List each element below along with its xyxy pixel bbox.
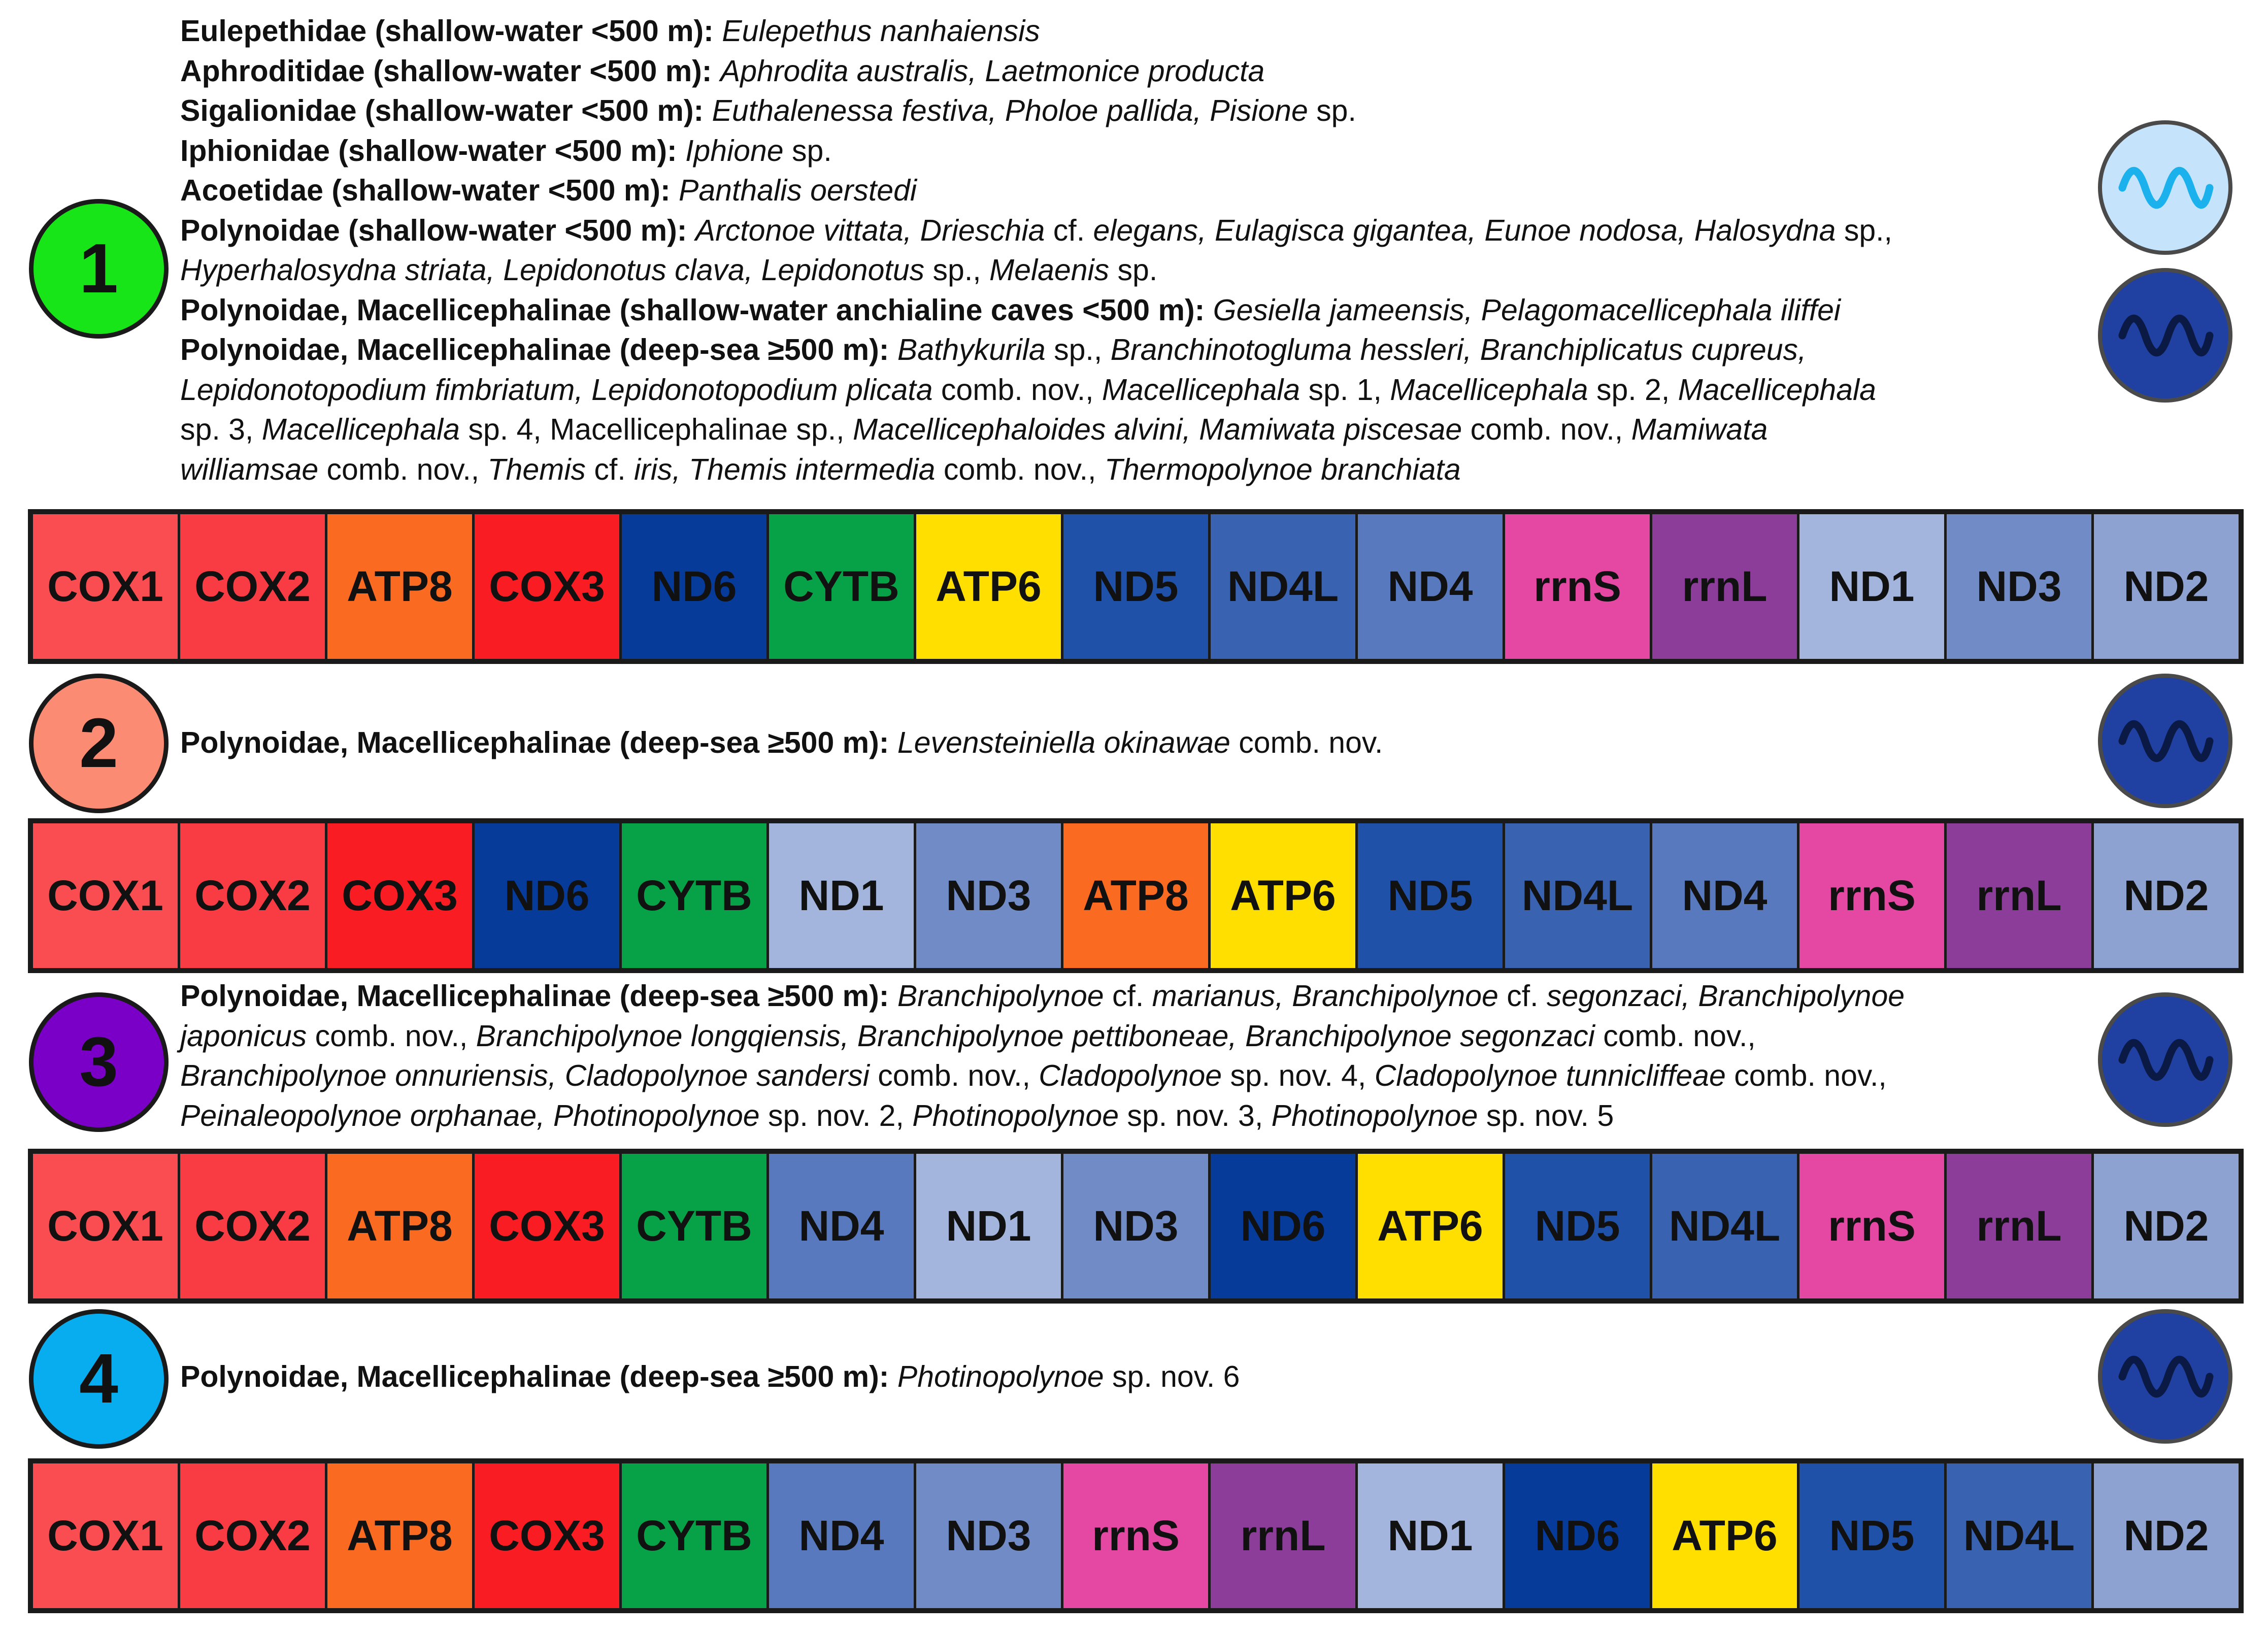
taxa-line bbox=[180, 171, 2089, 211]
species-name: japonicus bbox=[180, 1019, 307, 1053]
species-name: Cladopolynoe tunnicliffeae bbox=[1374, 1059, 1726, 1092]
species-name: Branchipolynoe onnuriensis, Cladopolynoe sandersi bbox=[180, 1059, 870, 1092]
family-label: Polynoidae, Macellicephalinae (shallow-water anchialine caves <500 m): bbox=[180, 293, 1213, 327]
taxa-line bbox=[180, 1096, 2089, 1136]
taxon-note: sp. 2, bbox=[1588, 373, 1678, 407]
taxa-line bbox=[180, 330, 2089, 370]
section-3-number-badge bbox=[29, 992, 169, 1132]
species-name: Macellicephala bbox=[261, 413, 460, 446]
section-1-taxa-list bbox=[180, 11, 2089, 489]
gene-rrns: rrnS bbox=[1063, 1463, 1211, 1608]
species-name: Aphrodita australis, Laetmonice producta bbox=[720, 54, 1265, 88]
species-name: Branchipolynoe bbox=[897, 979, 1104, 1013]
family-label: Sigalionidae (shallow-water <500 m): bbox=[180, 94, 712, 127]
taxa-line bbox=[180, 11, 2089, 51]
taxon-note: sp., bbox=[924, 253, 990, 287]
section-2-number-badge bbox=[29, 674, 169, 813]
species-name: Arctonoe vittata, Drieschia bbox=[695, 213, 1045, 247]
section-1-number: 1 bbox=[79, 229, 118, 308]
species-name: Macellicephala bbox=[1102, 373, 1300, 407]
taxon-note: sp. nov. 6 bbox=[1104, 1360, 1240, 1393]
taxon-note: sp. bbox=[1308, 94, 1356, 127]
section-1-number-badge bbox=[29, 199, 169, 339]
taxa-line bbox=[180, 1056, 2089, 1096]
family-label: Polynoidae, Macellicephalinae (deep-sea ≥500 m): bbox=[180, 1360, 897, 1393]
gene-nd6: ND6 bbox=[1211, 1154, 1358, 1298]
taxon-note: cf. bbox=[1104, 979, 1152, 1013]
family-label: Polynoidae, Macellicephalinae (deep-sea ≥500 m): bbox=[180, 979, 897, 1013]
taxon-note: sp., bbox=[1045, 333, 1111, 366]
gene-cox3: COX3 bbox=[475, 1463, 622, 1608]
gene-nd4: ND4 bbox=[769, 1154, 916, 1298]
deep-sea-wave-icon bbox=[2117, 716, 2214, 766]
gene-nd3: ND3 bbox=[916, 823, 1063, 968]
section-1-gene-order-bar bbox=[28, 509, 2244, 664]
taxon-note: sp. 1, bbox=[1300, 373, 1390, 407]
family-label: Polynoidae, Macellicephalinae (deep-sea ≥500 m): bbox=[180, 726, 897, 759]
gene-atp8: ATP8 bbox=[327, 1154, 475, 1298]
gene-nd1: ND1 bbox=[916, 1154, 1063, 1298]
family-label: Iphionidae (shallow-water <500 m): bbox=[180, 134, 686, 168]
section-4-number-badge bbox=[29, 1309, 169, 1449]
species-name: Panthalis oerstedi bbox=[679, 174, 917, 207]
section-3-taxa-list bbox=[180, 976, 2089, 1136]
section-4-number: 4 bbox=[79, 1340, 118, 1418]
taxon-note: comb. nov., bbox=[307, 1019, 476, 1053]
taxa-line bbox=[180, 211, 2089, 251]
taxon-note: comb. nov., bbox=[1594, 1019, 1756, 1053]
taxon-note: comb. nov., bbox=[318, 452, 488, 486]
gene-cytb: CYTB bbox=[622, 1154, 769, 1298]
gene-nd1: ND1 bbox=[769, 823, 916, 968]
species-name: marianus, Branchipolynoe bbox=[1152, 979, 1498, 1013]
taxon-note: sp. nov. 2, bbox=[759, 1098, 913, 1132]
gene-nd3: ND3 bbox=[1063, 1154, 1211, 1298]
species-name: Macellicephala bbox=[1678, 373, 1876, 407]
gene-rrnl: rrnL bbox=[1211, 1463, 1358, 1608]
gene-nd6: ND6 bbox=[475, 823, 622, 968]
species-name: Branchipolynoe longqiensis, Branchipolynoe pettiboneae, Branchipolynoe segonzaci bbox=[476, 1019, 1595, 1053]
gene-atp8: ATP8 bbox=[1063, 823, 1211, 968]
species-name: williamsae bbox=[180, 452, 319, 486]
species-name: Peinaleopolynoe orphanae, Photinopolynoe bbox=[180, 1098, 760, 1132]
gene-nd6: ND6 bbox=[622, 514, 769, 659]
taxon-note: sp. bbox=[783, 134, 832, 168]
gene-nd1: ND1 bbox=[1358, 1463, 1505, 1608]
gene-cox1: COX1 bbox=[33, 823, 180, 968]
family-label: Polynoidae, Macellicephalinae (deep-sea ≥500 m): bbox=[180, 333, 897, 366]
gene-nd4l: ND4L bbox=[1947, 1463, 2094, 1608]
deep-sea-wave-icon bbox=[2117, 1035, 2214, 1085]
species-name: Photinopolynoe bbox=[912, 1098, 1119, 1132]
gene-nd2: ND2 bbox=[2094, 823, 2239, 968]
species-name: Themis bbox=[487, 452, 586, 486]
section-4-deep-sea-wave-icon bbox=[2098, 1309, 2232, 1444]
species-name: Photinopolynoe bbox=[1271, 1098, 1478, 1132]
gene-nd4l: ND4L bbox=[1505, 823, 1652, 968]
taxa-line bbox=[180, 450, 2089, 490]
species-name: Bathykurila bbox=[897, 333, 1046, 366]
section-3-deep-sea-wave-icon bbox=[2098, 992, 2232, 1127]
section-3-gene-order-bar bbox=[28, 1149, 2244, 1304]
gene-cox2: COX2 bbox=[180, 1463, 327, 1608]
gene-rrns: rrnS bbox=[1799, 1154, 1947, 1298]
taxon-note: comb. nov. bbox=[1230, 726, 1383, 759]
species-name: Hyperhalosydna striata, Lepidonotus clava, Lepidonotus bbox=[180, 253, 925, 287]
gene-atp8: ATP8 bbox=[327, 514, 475, 659]
family-label: Aphroditidae (shallow-water <500 m): bbox=[180, 54, 720, 88]
taxon-note: sp. nov. 4, bbox=[1222, 1059, 1375, 1092]
taxa-line bbox=[180, 370, 2089, 410]
taxa-line bbox=[180, 131, 2089, 171]
gene-cox1: COX1 bbox=[33, 1154, 180, 1298]
gene-rrnl: rrnL bbox=[1947, 1154, 2094, 1298]
section-1-deep-sea-wave-icon bbox=[2098, 268, 2232, 403]
gene-nd4: ND4 bbox=[769, 1463, 916, 1608]
taxa-line bbox=[180, 51, 2089, 91]
shallow-water-wave-icon bbox=[2117, 162, 2214, 213]
gene-cox1: COX1 bbox=[33, 514, 180, 659]
section-2-gene-order-bar bbox=[28, 818, 2244, 973]
gene-atp6: ATP6 bbox=[1358, 1154, 1505, 1298]
gene-cox2: COX2 bbox=[180, 514, 327, 659]
species-name: Thermopolynoe branchiata bbox=[1104, 452, 1461, 486]
taxa-line bbox=[180, 290, 2089, 330]
taxa-line bbox=[180, 250, 2089, 290]
taxon-note: comb. nov., bbox=[932, 373, 1102, 407]
taxon-note: cf. bbox=[1498, 979, 1547, 1013]
gene-nd4: ND4 bbox=[1358, 514, 1505, 659]
gene-nd4l: ND4L bbox=[1211, 514, 1358, 659]
taxon-note: comb. nov., bbox=[1725, 1059, 1887, 1092]
species-name: Mamiwata bbox=[1631, 413, 1768, 446]
gene-nd4l: ND4L bbox=[1652, 1154, 1799, 1298]
gene-nd2: ND2 bbox=[2094, 1154, 2239, 1298]
taxon-note: sp. nov. 3, bbox=[1119, 1098, 1272, 1132]
species-name: Branchinotogluma hessleri, Branchiplicatus cupreus, bbox=[1110, 333, 1807, 366]
section-3-number: 3 bbox=[79, 1023, 118, 1101]
gene-nd4: ND4 bbox=[1652, 823, 1799, 968]
deep-sea-wave-icon bbox=[2117, 310, 2214, 361]
taxon-note: sp. bbox=[1109, 253, 1158, 287]
species-name: Macellicephaloides alvini, Mamiwata piscesae bbox=[852, 413, 1462, 446]
taxa-line bbox=[180, 91, 2089, 131]
gene-nd5: ND5 bbox=[1505, 1154, 1652, 1298]
gene-cox2: COX2 bbox=[180, 1154, 327, 1298]
species-name: Levensteiniella okinawae bbox=[897, 726, 1230, 759]
section-2-taxa-list bbox=[180, 723, 2089, 763]
gene-rrnl: rrnL bbox=[1652, 514, 1799, 659]
gene-nd3: ND3 bbox=[1947, 514, 2094, 659]
gene-cox1: COX1 bbox=[33, 1463, 180, 1608]
taxon-note: sp. nov. 5 bbox=[1478, 1098, 1614, 1132]
taxon-note: comb. nov., bbox=[1462, 413, 1631, 446]
species-name: Iphione bbox=[685, 134, 784, 168]
gene-cox3: COX3 bbox=[475, 1154, 622, 1298]
species-name: Lepidonotopodium fimbriatum, Lepidonotopodium plicata bbox=[180, 373, 933, 407]
species-name: Photinopolynoe bbox=[897, 1360, 1104, 1393]
species-name: Cladopolynoe bbox=[1039, 1059, 1222, 1092]
gene-nd5: ND5 bbox=[1063, 514, 1211, 659]
taxon-note: cf. bbox=[1045, 213, 1093, 247]
taxon-note: sp., bbox=[1836, 213, 1892, 247]
gene-cytb: CYTB bbox=[769, 514, 916, 659]
species-name: iris, Themis intermedia bbox=[634, 452, 936, 486]
section-1-shallow-water-wave-icon bbox=[2098, 120, 2232, 255]
taxa-line bbox=[180, 1016, 2089, 1056]
taxon-note: cf. bbox=[585, 452, 635, 486]
gene-nd2: ND2 bbox=[2094, 1463, 2239, 1608]
taxon-note: sp. 4, Macellicephalinae sp., bbox=[459, 413, 853, 446]
gene-rrnl: rrnL bbox=[1947, 823, 2094, 968]
gene-atp6: ATP6 bbox=[1211, 823, 1358, 968]
deep-sea-wave-icon bbox=[2117, 1351, 2214, 1402]
taxa-line bbox=[180, 410, 2089, 450]
taxon-note: comb. nov., bbox=[869, 1059, 1039, 1092]
gene-cox2: COX2 bbox=[180, 823, 327, 968]
gene-atp6: ATP6 bbox=[1652, 1463, 1799, 1608]
section-2-deep-sea-wave-icon bbox=[2098, 674, 2232, 808]
taxa-line bbox=[180, 976, 2089, 1016]
species-name: Macellicephala bbox=[1390, 373, 1588, 407]
gene-nd1: ND1 bbox=[1799, 514, 1947, 659]
gene-cox3: COX3 bbox=[475, 514, 622, 659]
gene-nd2: ND2 bbox=[2094, 514, 2239, 659]
taxa-line bbox=[180, 1357, 2089, 1397]
gene-cytb: CYTB bbox=[622, 823, 769, 968]
species-name: segonzaci, Branchipolynoe bbox=[1546, 979, 1905, 1013]
taxon-note: comb. nov., bbox=[935, 452, 1105, 486]
gene-nd6: ND6 bbox=[1505, 1463, 1652, 1608]
species-name: Eulepethus nanhaiensis bbox=[722, 14, 1040, 48]
gene-nd5: ND5 bbox=[1358, 823, 1505, 968]
section-2-number: 2 bbox=[79, 704, 118, 782]
section-4-gene-order-bar bbox=[28, 1458, 2244, 1613]
species-name: Melaenis bbox=[989, 253, 1110, 287]
gene-cox3: COX3 bbox=[327, 823, 475, 968]
gene-atp8: ATP8 bbox=[327, 1463, 475, 1608]
gene-nd3: ND3 bbox=[916, 1463, 1063, 1608]
gene-rrns: rrnS bbox=[1799, 823, 1947, 968]
family-label: Polynoidae (shallow-water <500 m): bbox=[180, 213, 695, 247]
gene-nd5: ND5 bbox=[1799, 1463, 1947, 1608]
taxon-note: sp. 3, bbox=[180, 413, 262, 446]
species-name: Euthalenessa festiva, Pholoe pallida, Pisione bbox=[712, 94, 1308, 127]
gene-cytb: CYTB bbox=[622, 1463, 769, 1608]
family-label: Acoetidae (shallow-water <500 m): bbox=[180, 174, 679, 207]
taxa-line bbox=[180, 723, 2089, 763]
species-name: Gesiella jameensis, Pelagomacellicephala iliffei bbox=[1213, 293, 1841, 327]
gene-atp6: ATP6 bbox=[916, 514, 1063, 659]
section-4-taxa-list bbox=[180, 1357, 2089, 1397]
family-label: Eulepethidae (shallow-water <500 m): bbox=[180, 14, 722, 48]
gene-rrns: rrnS bbox=[1505, 514, 1652, 659]
species-name: elegans, Eulagisca gigantea, Eunoe nodosa, Halosydna bbox=[1093, 213, 1836, 247]
